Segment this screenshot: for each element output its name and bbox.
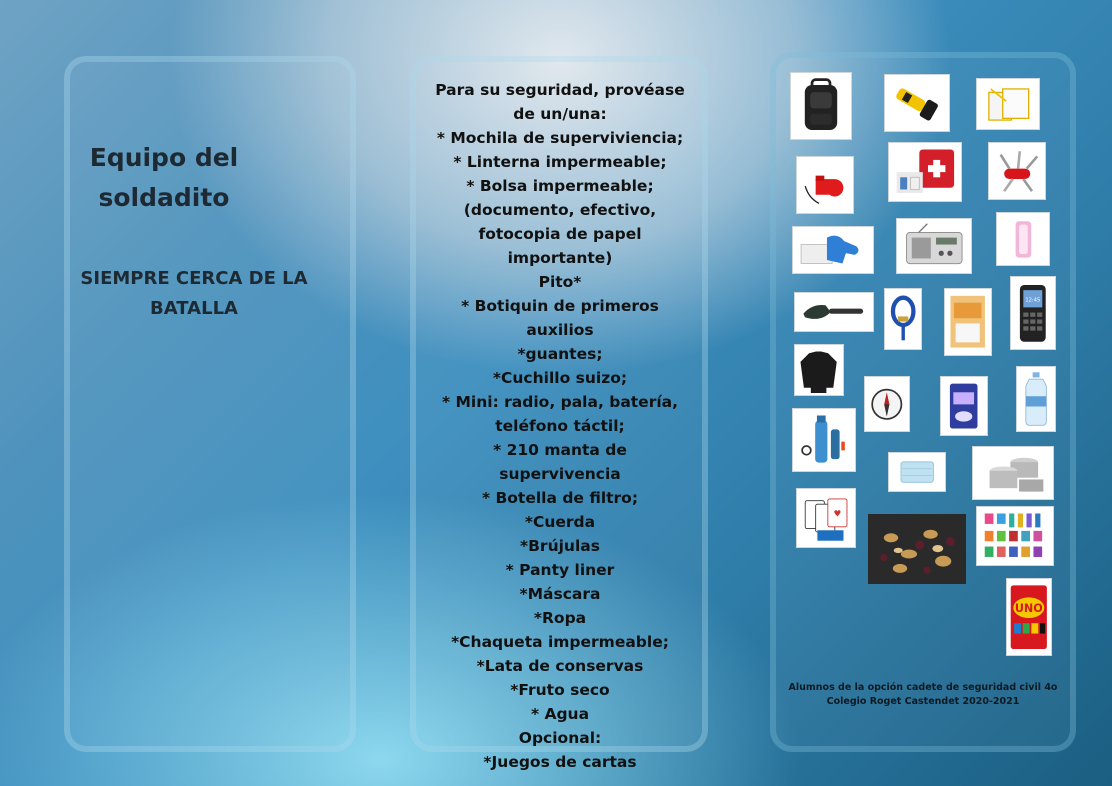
list-line: * Panty liner <box>505 561 615 579</box>
list-line: *Ropa <box>533 609 587 627</box>
list-line: *Cuchillo suizo; <box>492 369 628 387</box>
list-line: *Brújulas <box>520 537 600 555</box>
subtitle-line-2: BATALLA <box>150 298 238 319</box>
mask-icon <box>888 452 946 492</box>
panty-liner-icon <box>996 212 1050 266</box>
list-line: * Agua <box>530 705 590 723</box>
list-line: teléfono táctil; <box>495 417 625 435</box>
list-line: * 210 manta de supervivencia <box>493 441 627 483</box>
rope-icon <box>884 288 922 350</box>
title-line-2: soldadito <box>98 183 230 212</box>
list-line: importante) <box>507 249 613 267</box>
radio-icon <box>896 218 972 274</box>
shovel-icon <box>794 292 874 332</box>
list-line: auxilios <box>526 321 594 339</box>
list-line: * Linterna impermeable; <box>453 153 667 171</box>
equipment-list <box>430 78 690 774</box>
subtitle-line-1: SIEMPRE CERCA DE LA <box>80 268 308 289</box>
liner-pack-icon <box>940 376 988 436</box>
list-line: *Cuerda <box>524 513 596 531</box>
list-line: *Juegos de cartas <box>483 753 637 771</box>
list-line: fotocopia de papel <box>478 225 642 243</box>
list-line: * Botella de filtro; <box>481 489 639 507</box>
list-line: *Fruto seco <box>510 681 610 699</box>
list-line: de un/una: <box>513 105 607 123</box>
brochure-subtitle <box>72 264 316 324</box>
gloves-icon <box>792 226 874 274</box>
emergency-blanket-icon <box>944 288 992 356</box>
list-line: * Mini: radio, pala, batería, <box>441 393 679 411</box>
swiss-knife-icon <box>988 142 1046 200</box>
backpack-icon <box>790 72 852 140</box>
jacket-icon <box>794 344 844 396</box>
credits-line-2: Colegio Roget Castendet 2020-2021 <box>826 696 1020 707</box>
list-line: * Botiquin de primeros <box>461 297 659 315</box>
list-line: *Chaqueta impermeable; <box>451 633 669 651</box>
list-line: Para su seguridad, provéase <box>435 81 685 99</box>
phone-screen-time: 12:45 <box>1025 296 1041 303</box>
waterproof-bag-icon <box>976 78 1040 130</box>
nuts-icon <box>868 514 966 584</box>
uno-logo-text: UNO <box>1015 601 1043 615</box>
credits <box>778 681 1068 709</box>
list-line: (documento, efectivo, <box>463 201 657 219</box>
compass-icon <box>864 376 910 432</box>
credits-line-1: Alumnos de la opción cadete de seguridad civil 4o <box>788 682 1058 693</box>
cans-icon <box>972 446 1054 500</box>
water-bottle-icon <box>1016 366 1056 432</box>
list-line: Pito* <box>538 273 582 291</box>
list-line: *Lata de conservas <box>476 657 644 675</box>
list-line: *Máscara <box>519 585 601 603</box>
playing-cards-icon <box>796 488 856 548</box>
flashlight-icon <box>884 74 950 132</box>
list-line: *guantes; <box>517 345 603 363</box>
list-line: Opcional: <box>518 729 602 747</box>
title-line-1: Equipo del <box>89 143 239 172</box>
first-aid-kit-icon <box>888 142 962 202</box>
whistle-icon <box>796 156 854 214</box>
svg-text:♥: ♥ <box>833 509 842 520</box>
list-line: * Bolsa impermeable; <box>466 177 654 195</box>
filter-bottle-icon <box>792 408 856 472</box>
brochure-title <box>70 138 258 218</box>
uno-cards-icon <box>1006 578 1052 656</box>
clothes-icon <box>976 506 1054 566</box>
list-line: * Mochila de superviviencia; <box>436 129 684 147</box>
phone-icon <box>1010 276 1056 350</box>
